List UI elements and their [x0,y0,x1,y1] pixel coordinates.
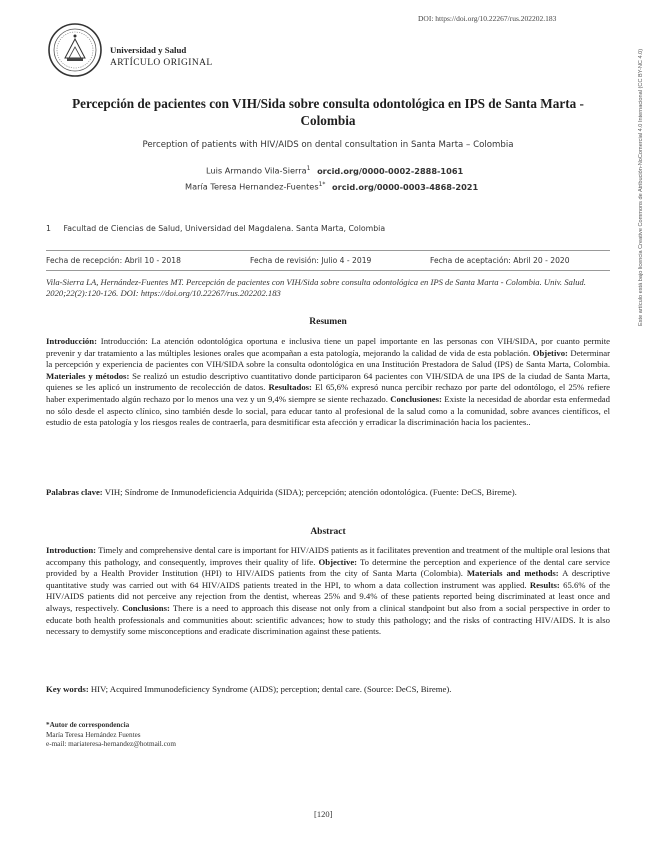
page-number: [120] [314,809,333,819]
key-words [46,684,610,696]
label: Palabras clave: [46,487,103,497]
orcid-link[interactable]: orcid.org/0000-0002-2888-1061 [317,165,464,176]
license-sidebar [638,6,648,326]
text: Determinar la percepción y experiencia de pacientes con VIH/SIDA sobre la consulta odontológica en una Institución Prestadora de Salud (IPS) de Santa Marta, Colombia. [46,347,610,370]
author-name: María Teresa Hernandez-Fuentes [185,181,319,192]
divider [46,270,610,271]
abstract-heading: Abstract [310,527,346,537]
text: To determine the perception and experience of the dental care service provided by a Health Provider Institution (HPI) to HIV/AIDS patients from the city of Santa Marta (Colombia). [46,556,610,579]
article-subtitle: Perception of patients with HIV/AIDS on dental consultation in Santa Marta – Colombia [142,140,514,150]
label: Materials and methods: [466,568,559,579]
correspondence-email[interactable]: e-mail: mariateresa-hernandez@hotmail.com [46,740,176,748]
label: Materiales y métodos: [46,370,130,381]
date-accepted: Fecha de aceptación: Abril 20 - 2020 [430,256,570,265]
correspondence-name: María Teresa Hernández Fuentes [46,730,141,739]
text: Se realizó un estudio descriptivo cuantitativo donde participaron 64 pacientes con VIH/SIDA de una IPS de la ciudad de Santa Marta, quienes se les aplicó un instrumento de recolección de datos. [46,370,611,393]
affiliation-number: 1 [46,224,51,233]
resumen-heading: Resumen [309,317,347,327]
article-title: Percepción de pacientes con VIH/Sida sobre consulta odontológica en IPS de Santa Marta - Colombia [72,96,584,128]
abstract-body [46,545,610,638]
author-name: Luis Armando Vila-Sierra [206,165,307,176]
label: Results: [529,579,560,590]
label: Conclusions: [122,602,170,613]
affiliation [46,224,385,233]
date-received: Fecha de recepción: Abril 10 - 2018 [46,256,181,265]
text: Timely and comprehensive dental care is important for HIV/AIDS patients as it facilitates prevention and treatment of the multiple oral lesions that accompany this pathology, and consequently, improves their quality of life. [46,545,610,567]
text: Existe la necesidad de abordar esta enfermedad no sólo desde el aspecto clínico, sino también desde lo social, para educar tanto al profesional de la salud como a la comunidad, sobre avances científicos, el estudio de esta patología y los riesgos reales de contraerla, para desmitificar esta afección y erradicar la discriminación hacia los pacientes.. [46,393,611,428]
correspondence-heading: *Autor de correspondencia [46,721,130,729]
label: Objective: [318,556,358,567]
author-2 [185,181,478,192]
author-1 [206,165,463,176]
palabras-clave [46,487,610,499]
text: There is a need to approach this disease not only from a clinical standpoint but also from a social perspective in order to educate both health professionals and communities about: scientific advances; how to study this pathology; and the risks of contracting HIV/AIDS. It is also necessary to demystify some misconceptions and eradicate discrimination against these patients. [46,602,611,637]
label: Key words: [46,684,89,694]
resumen-body [46,336,610,429]
author-affiliation-mark: 1* [318,181,326,188]
university-seal-icon [47,22,103,78]
citation: Vila-Sierra LA, Hernández-Fuentes MT. Percepción de pacientes con VIH/Sida sobre consulta odontológica en IPS de Santa Marta - Colombia. Univ. Salud. 2020;22(2):120-126. DOI: https://doi.org/10.22267/rus.202202.183 [46,277,586,298]
label: Resultados: [268,382,312,393]
label: Introducción: [46,336,98,346]
text: El 65,6% expresó nunca percibir rechazo por parte del odontólogo, el 25% refiere haber experimentado algún rechazo por lo menos una vez y un 9,4% siempre se siente rechazado. [46,382,610,404]
label: Introduction: [46,545,97,555]
text: HIV; Acquired Immunodeficiency Syndrome (AIDS); perception; dental care. (Source: DeCS, Bireme). [88,684,452,694]
correspondence-note [46,721,176,750]
affiliation-text: Facultad de Ciencias de Salud, Universidad del Magdalena. Santa Marta, Colombia [63,224,386,233]
text: A descriptive quantitative study was carried out with 64 HIV/AIDS patients treated in the HPI, to whom a data collection instrument was applied. [46,568,610,590]
author-affiliation-mark: 1 [306,165,311,172]
journal-name: Universidad y Salud [110,45,187,55]
doi-link[interactable]: DOI: https://doi.org/10.22267/rus.202202.183 [418,14,557,23]
orcid-link[interactable]: orcid.org/0000-0003-4868-2021 [332,181,479,192]
article-type: ARTÍCULO ORIGINAL [110,58,213,68]
divider [46,250,610,251]
date-revised: Fecha de revisión: Julio 4 - 2019 [250,256,372,265]
label: Conclusiones: [390,393,442,404]
license-text: Este artículo está bajo licencia Creative Commons de Atribución-NoComercial 4.0 Internacional (CC BY-NC 4.0) [638,48,644,326]
text: Introducción: La atención odontológica oportuna e inclusiva tiene un papel importante en las personas con VIH/SIDA, por cuanto permite prevenir y dar tratamiento a las múltiples lesiones orales que acompañan a esta patología, mejorando la calidad de vida de esta población. [46,336,610,358]
text: VIH; Síndrome de Inmunodeficiencia Adquirida (SIDA); percepción; atención odontológica. (Fuente: DeCS, Bireme). [102,487,517,497]
label: Objetivo: [532,347,568,358]
text: 65.6% of the HIV/AIDS patients did not perceive any rejection from the dentist, whereas 25% and 9.4% of these patients reported being discriminated at least once and always, respectively. [46,579,610,613]
